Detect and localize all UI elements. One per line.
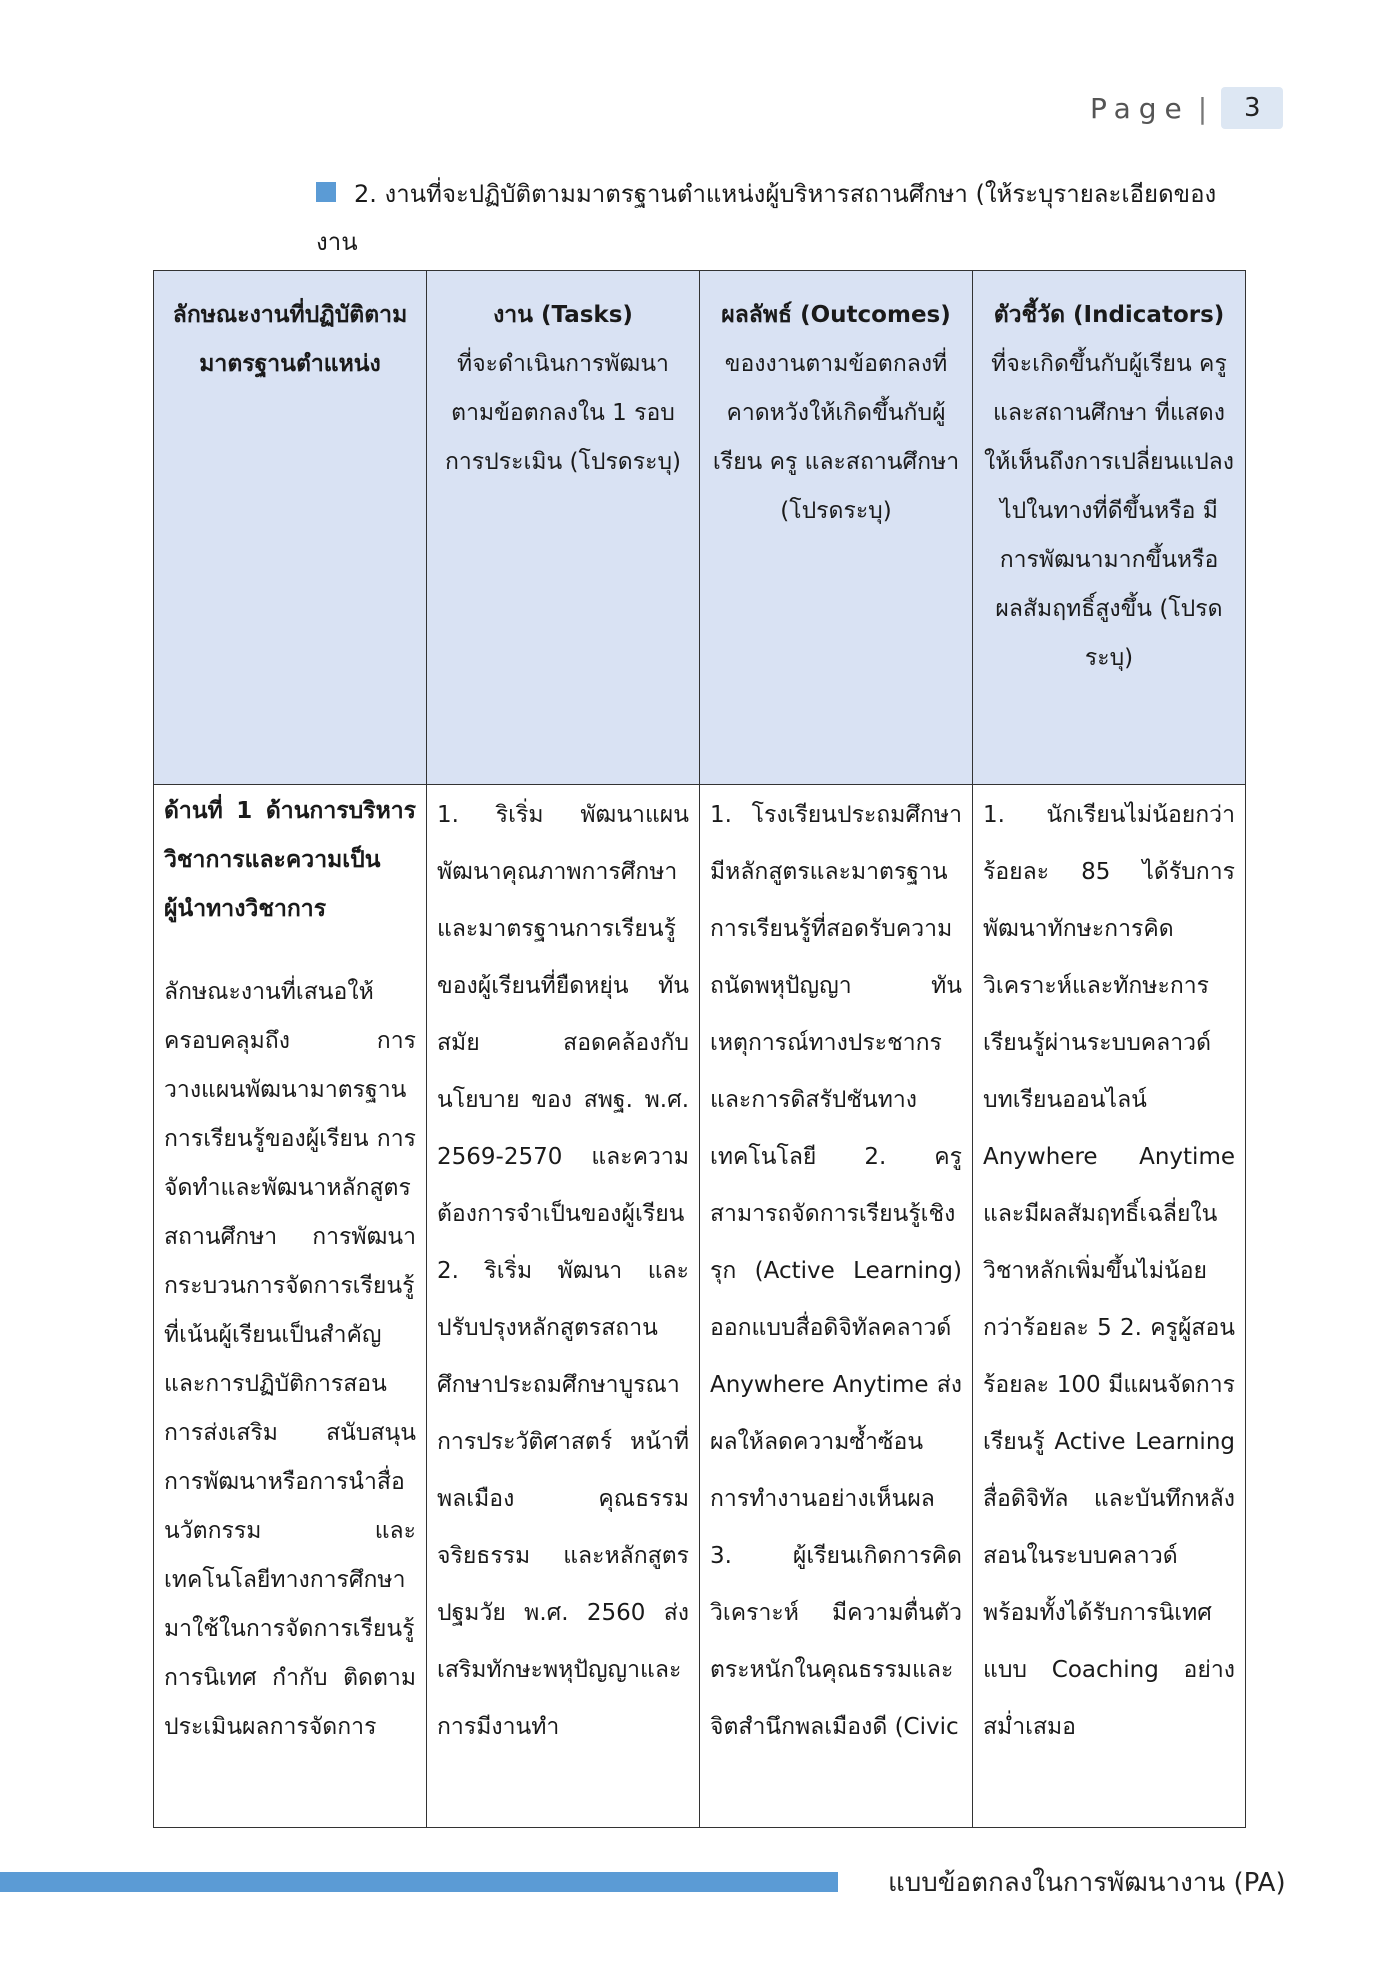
footer-title: แบบข้อตกลงในการพัฒนางาน (PA) xyxy=(888,1868,1286,1898)
intro-line-1 xyxy=(170,170,1230,266)
header-tasks xyxy=(427,271,700,785)
footer-accent-bar xyxy=(0,1872,838,1892)
outcomes-text: 1. โรงเรียนประถมศึกษามีหลักสูตรและมาตรฐานการเรียนรู้ที่สอดรับความถนัดพหุปัญญา ทันเหตุการณ์ทางประชากรและการดิสรัปชันทางเทคโนโลยี 2. ครูสามารถจัดการเรียนรู้เชิงรุก (Active Learning) ออกแบบสื่อดิจิทัลคลาวด์ Anywhere Anytime ส่งผลให้ลดความซ้ำซ้อนการทำงานอย่างเห็นผล 3. ผู้เรียนเกิดการคิดวิเคราะห์ มีความตื่นตัวตระหนักในคุณธรรมและจิตสำนึกพลเมืองดี (Civic xyxy=(710,802,962,1740)
square-bullet-icon xyxy=(316,182,336,202)
aspect-title: ด้านที่ 1 ด้านการบริหารวิชาการและความเป็นผู้นำทางวิชาการ xyxy=(164,798,416,922)
header-outcomes-detail: ของงานตามข้อตกลงที่คาดหวังให้เกิดขึ้นกับผู้เรียน ครู และสถานศึกษา (โปรดระบุ) xyxy=(712,351,960,524)
header-aspect xyxy=(154,271,427,785)
header-indicators-detail: ที่จะเกิดขึ้นกับผู้เรียน ครู และสถานศึกษา ที่แสดงให้เห็นถึงการเปลี่ยนแปลงไปในทางที่ดีขึ้นหรือ มีการพัฒนามากขึ้นหรือ ผลสัมฤทธิ์สูงขึ้น (โปรดระบุ) xyxy=(984,351,1234,671)
cell-tasks xyxy=(427,785,700,1828)
cell-indicators xyxy=(973,785,1246,1828)
header-tasks-title: งาน (Tasks) xyxy=(493,302,633,328)
performance-agreement-table xyxy=(153,270,1246,1828)
header-indicators-title: ตัวชี้วัด (Indicators) xyxy=(993,302,1225,328)
header-aspect-title: ลักษณะงานที่ปฏิบัติตามมาตรฐานตำแหน่ง xyxy=(172,302,408,377)
indicators-text: 1. นักเรียนไม่น้อยกว่าร้อยละ 85 ได้รับการพัฒนาทักษะการคิดวิเคราะห์และทักษะการเรียนรู้ผ่านระบบคลาวด์บทเรียนออนไลน์ Anywhere Anytime และมีผลสัมฤทธิ์เฉลี่ยในวิชาหลักเพิ่มขึ้นไม่น้อยกว่าร้อยละ 5 2. ครูผู้สอนร้อยละ 100 มีแผนจัดการเรียนรู้ Active Learning สื่อดิจิทัล และบันทึกหลังสอนในระบบคลาวด์ พร้อมทั้งได้รับการนิเทศแบบ Coaching อย่างสม่ำเสมอ xyxy=(983,802,1235,1740)
table-row xyxy=(154,785,1246,1828)
header-outcomes xyxy=(700,271,973,785)
aspect-body: ลักษณะงานที่เสนอให้ครอบคลุมถึง การวางแผนพัฒนามาตรฐานการเรียนรู้ของผู้เรียน การจัดทำและพัฒนาหลักสูตรสถานศึกษา การพัฒนากระบวนการจัดการเรียนรู้ที่เน้นผู้เรียนเป็นสำคัญและการปฏิบัติการสอน การส่งเสริม สนับสนุน การพัฒนาหรือการนำสื่อนวัตกรรม และเทคโนโลยีทางการศึกษามาใช้ในการจัดการเรียนรู้ การนิเทศ กำกับ ติดตาม ประเมินผลการจัดการ xyxy=(164,979,416,1740)
cell-aspect xyxy=(154,785,427,1828)
intro-text-1: 2. งานที่จะปฏิบัติตามมาตรฐานตำแหน่งผู้บริหารสถานศึกษา (ให้ระบุรายละเอียดของงาน xyxy=(316,180,1217,256)
header-indicators xyxy=(973,271,1246,785)
page-separator: | xyxy=(1197,91,1208,125)
page-header xyxy=(1090,86,1283,130)
page-label: Page xyxy=(1090,91,1190,125)
header-tasks-detail: ที่จะดำเนินการพัฒนาตามข้อตกลงใน 1 รอบการประเมิน (โปรดระบุ) xyxy=(444,351,682,475)
page-number: 3 xyxy=(1221,87,1283,129)
cell-outcomes xyxy=(700,785,973,1828)
table-header-row xyxy=(154,271,1246,785)
header-outcomes-title: ผลลัพธ์ (Outcomes) xyxy=(721,302,951,328)
tasks-text: 1. ริเริ่ม พัฒนาแผนพัฒนาคุณภาพการศึกษาและมาตรฐานการเรียนรู้ของผู้เรียนที่ยืดหยุ่น ทันสมัย สอดคล้องกับนโยบาย ของ สพฐ. พ.ศ. 2569-2570 และความต้องการจำเป็นของผู้เรียน 2. ริเริ่ม พัฒนา และปรับปรุงหลักสูตรสถานศึกษาประถมศึกษาบูรณาการประวัติศาสตร์ หน้าที่พลเมือง คุณธรรม จริยธรรม และหลักสูตรปฐมวัย พ.ศ. 2560 ส่งเสริมทักษะพหุปัญญาและการมีงานทำ xyxy=(437,802,689,1740)
